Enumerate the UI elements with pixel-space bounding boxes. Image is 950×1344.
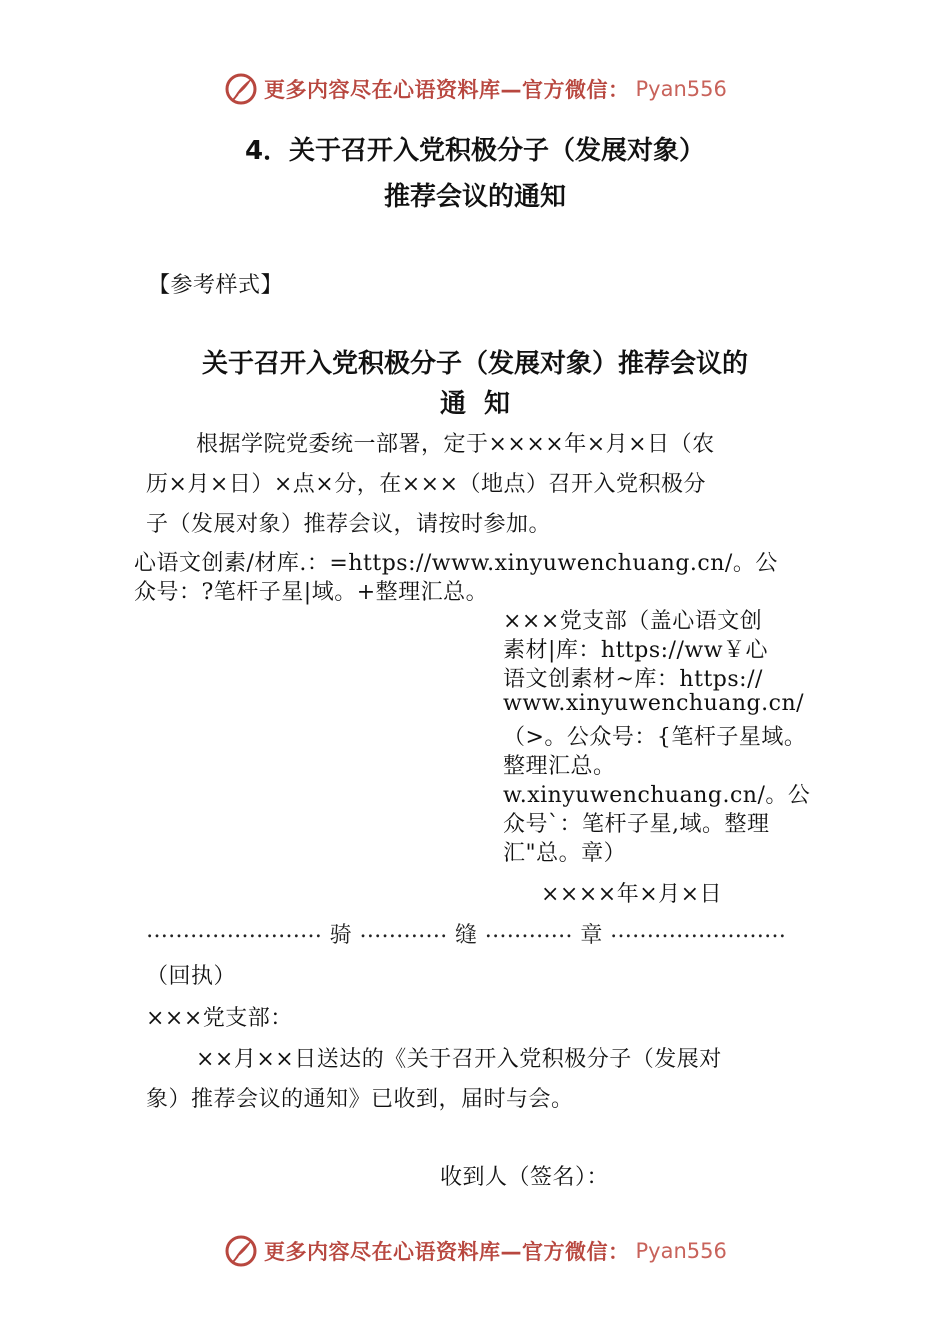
receipt-body-line1: ××月××日送达的《关于召开入党积极分子（发展对 <box>196 1047 722 1072</box>
sign-line: ×××党支部（盖心语文创 <box>503 609 763 634</box>
receipt-addressee: ×××党支部： <box>146 1006 293 1031</box>
perforation-char: 章 <box>580 923 603 948</box>
perforation-dots: ………… <box>359 918 448 943</box>
watermark-text: 更多内容尽在心语资料库—官方微信： <box>264 78 630 102</box>
watermark-top <box>224 72 727 106</box>
receipt-label: （回执） <box>146 964 237 989</box>
quill-logo-icon <box>224 1234 258 1268</box>
sign-line: 语文创素材~库：https:// <box>503 667 763 692</box>
perforation-dots: …………………… <box>146 918 322 943</box>
watermark-bottom <box>224 1234 727 1268</box>
sign-line: （>。公众号：{笔杆子星域。 <box>503 725 807 750</box>
perforation-dots: ………… <box>484 918 573 943</box>
receipt-body-line2: 象）推荐会议的通知》已收到，届时与会。 <box>146 1087 574 1112</box>
receipt-signature: 收到人（签名）： <box>440 1165 610 1190</box>
noise-line2: 众号：?笔杆子星|域。+整理汇总。 <box>134 580 489 605</box>
watermark-handle: Pyan556 <box>635 77 727 101</box>
heading-line2: 推荐会议的通知 <box>383 182 566 212</box>
watermark-handle: Pyan556 <box>635 1239 727 1263</box>
perforation-line <box>146 918 786 949</box>
sign-line: 整理汇总。 <box>503 754 616 779</box>
sign-line: 众号`：笔杆子星,域。整理 <box>503 812 770 837</box>
sign-line: www.xinyuwenchuang.cn/ <box>503 691 805 716</box>
notice-date: ××××年×月×日 <box>541 882 723 907</box>
sign-line: 汇"总。章） <box>503 841 627 866</box>
quill-logo-icon <box>224 72 258 106</box>
notice-para-line2: 历×月×日）×点×分，在×××（地点）召开入党积极分 <box>146 472 707 497</box>
sign-line: w.xinyuwenchuang.cn/。公 <box>503 783 811 808</box>
notice-para-line3: 子（发展对象）推荐会议，请按时参加。 <box>146 512 552 537</box>
notice-title-line2: 通 知 <box>439 389 511 419</box>
noise-line1: 心语文创素/材库.：=https://www.xinyuwenchuang.cn/。公 <box>134 551 778 576</box>
notice-title-line1: 关于召开入党积极分子（发展对象）推荐会议的 <box>201 349 748 379</box>
notice-para-line1: 根据学院党委统一部署，定于××××年×月×日（农 <box>196 432 715 457</box>
heading-line1: 4．关于召开入党积极分子（发展对象） <box>244 136 706 166</box>
perforation-dots: …………………… <box>609 918 786 943</box>
perforation-char: 骑 <box>329 923 352 948</box>
perforation-char: 缝 <box>454 923 477 948</box>
reference-label: 【参考样式】 <box>148 273 284 298</box>
watermark-text: 更多内容尽在心语资料库—官方微信： <box>264 1240 630 1264</box>
sign-line: 素材|库：https://ww￥心 <box>503 638 769 663</box>
